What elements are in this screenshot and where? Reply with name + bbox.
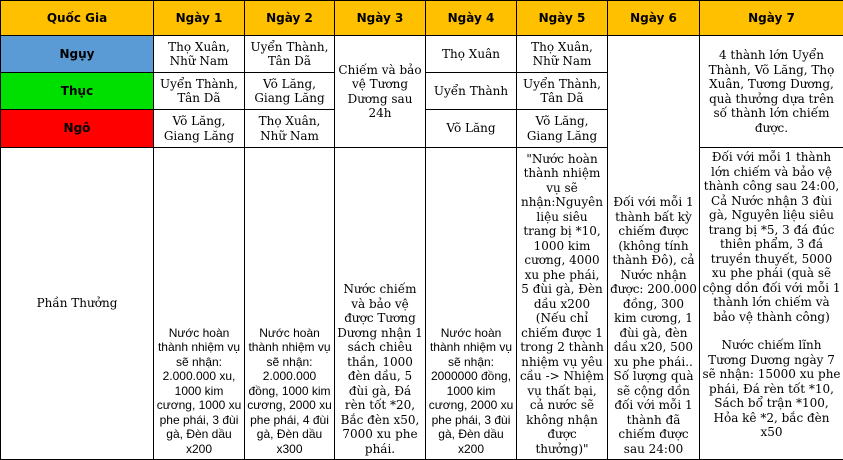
nation-ngo: Ngô: [1, 110, 154, 148]
reward-day-7-part-1: Đối với mỗi 1 thành lớn chiếm và bảo vệ thành công sau 24:00, Cả Nước nhận 3 đùi gà, Nguyên liệu siêu trang bị *5, 3 đá đúc thiên phẩm, 3 đá truyền thuyết, 5000 xu phe phái (quà sẽ cộng dồn đối với mỗi 1 thành lớn chiếm và bảo vệ thành công): [702, 150, 841, 324]
header-day-6: Ngày 6: [608, 1, 700, 36]
header-day-7: Ngày 7: [700, 1, 843, 36]
thuc-day-2: Võ Lăng, Giang Lăng: [245, 73, 335, 110]
header-day-4: Ngày 4: [426, 1, 517, 36]
reward-day-6: Đối với mỗi 1 thành bất kỳ chiếm được (không tính thành Đô), cả Nước nhận được: 200.000 đồng, 300 kim cương, 1 đùi gà, đèn dầu x20, 500 xu phe phái.. Số lượng quà sẽ cộng dồn đối với mỗi 1 thành đã chiếm được sau 24:00: [608, 36, 700, 460]
header-day-2: Ngày 2: [245, 1, 335, 36]
header-day-3: Ngày 3: [335, 1, 426, 36]
reward-label: Phần Thưởng: [1, 148, 154, 460]
ngo-day-1: Võ Lăng, Giang Lăng: [154, 110, 245, 148]
nation-thuc: Thục: [1, 73, 154, 110]
day-3-target: Chiếm và bảo vệ Tương Dương sau 24h: [335, 36, 426, 148]
thuc-day-4: Uyển Thành: [426, 73, 517, 110]
reward-day-4: Nước hoàn thành nhiệm vụ sẽ nhận: 2000000 đồng, 1000 kim cương, 2000 xu phe phái, 3 đùi gà, Đèn dầu x200: [426, 148, 517, 460]
ngo-day-2: Thọ Xuân, Nhữ Nam: [245, 110, 335, 148]
ngo-day-5: Võ Lăng, Giang Lăng: [517, 110, 608, 148]
reward-day-5: "Nước hoàn thành nhiệm vụ sẽ nhận:Nguyên liệu siêu trang bị *10, 1000 kim cương, 4000 xu phe phái, 5 đùi gà, Đèn dầu x200 (Nếu chỉ chiếm được 1 trong 2 thành nhiệm vụ yêu cầu -> Nhiệm vụ thất bại, cả nước sẽ không nhận được thưởng)": [517, 148, 608, 460]
nguy-day-2: Uyển Thành, Tân Dã: [245, 36, 335, 73]
reward-day-2: Nước hoàn thành nhiệm vụ sẽ nhận: 2.000.000 đồng, 1000 kim cương, 2000 xu phe phái, 4 đùi gà, Đèn dầu x300: [245, 148, 335, 460]
header-row: [1, 1, 843, 36]
header-day-5: Ngày 5: [517, 1, 608, 36]
thuc-day-1: Uyển Thành, Tân Dã: [154, 73, 245, 110]
thuc-day-5: Uyển Thành, Tân Dã: [517, 73, 608, 110]
reward-day-7-part-2: Nước chiếm lĩnh Tương Dương ngày 7 sẽ nhận: 15000 xu phe phái, Đá rèn tốt *10, Sách bổ trận *100, Hỏa kê *2, bắc đèn x50: [702, 338, 841, 439]
nguy-day-4: Thọ Xuân: [426, 36, 517, 73]
ngo-day-4: Võ Lăng: [426, 110, 517, 148]
nguy-day-5: Thọ Xuân, Nhữ Nam: [517, 36, 608, 73]
nguy-day-1: Thọ Xuân, Nhữ Nam: [154, 36, 245, 73]
header-day-1: Ngày 1: [154, 1, 245, 36]
day-7-target: 4 thành lớn Uyển Thành, Võ Lăng, Thọ Xuân, Tương Dương, quà thưởng dựa trên số thành lớn chiếm được.: [700, 36, 843, 148]
reward-day-3: Nước chiếm và bảo vệ được Tương Dương nhận 1 sách chiêu thần, 1000 đèn dầu, 5 đùi gà, Đá rèn tốt *20, Bắc đèn x50, 7000 xu phe phái.: [335, 148, 426, 460]
reward-day-7: [700, 148, 843, 460]
row-nguy: [1, 36, 843, 73]
row-reward: [1, 148, 843, 460]
reward-day-7-spacer: [702, 324, 841, 338]
reward-day-1: Nước hoàn thành nhiệm vụ sẽ nhận: 2.000.000 xu, 1000 kim cương, 1000 xu phe phái, 3 đùi gà, Đèn dầu x200: [154, 148, 245, 460]
nation-nguy: Ngụy: [1, 36, 154, 73]
header-nation: Quốc Gia: [1, 1, 154, 36]
